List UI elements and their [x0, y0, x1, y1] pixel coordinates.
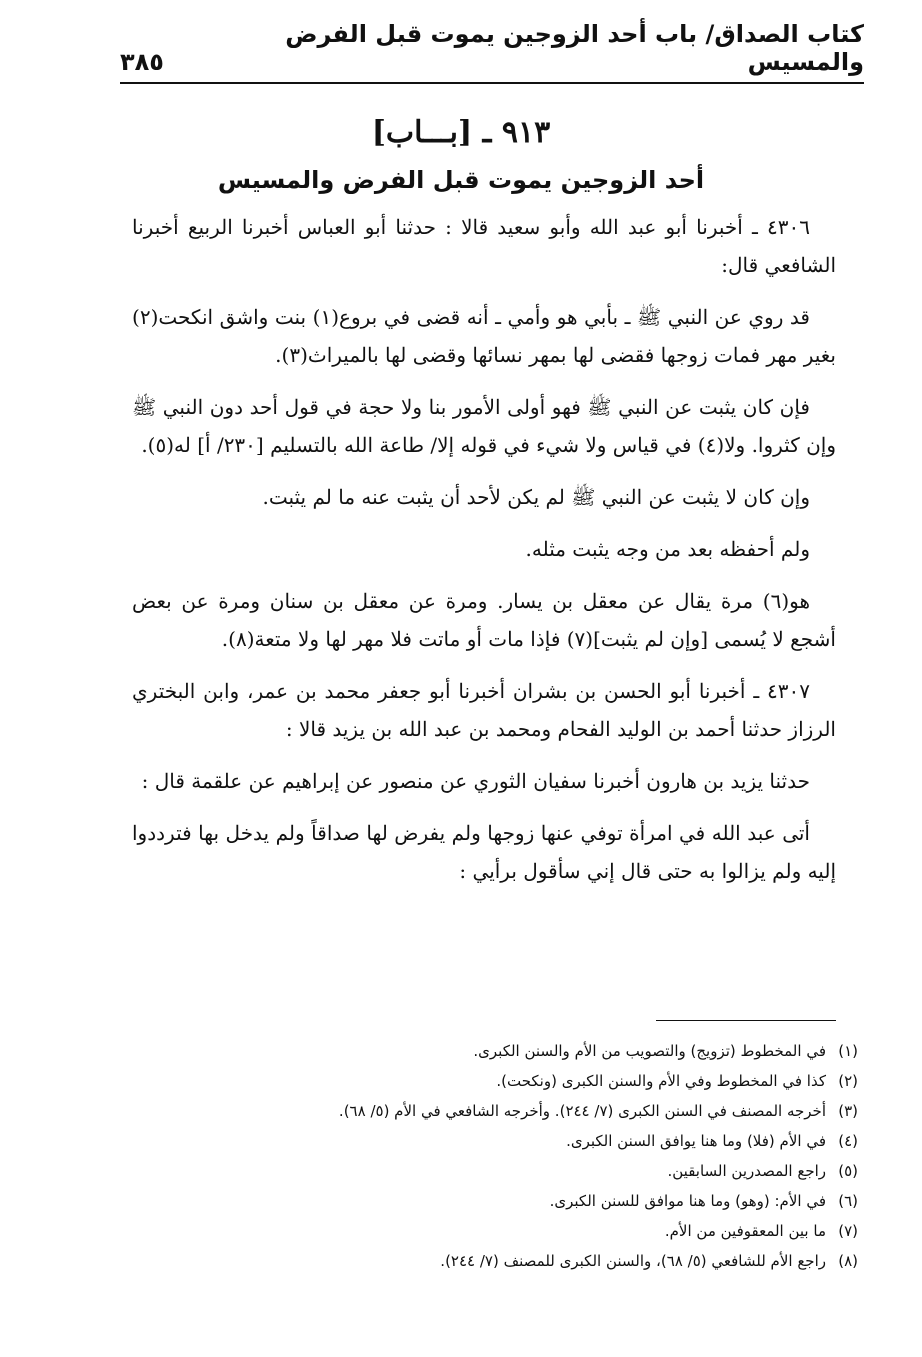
footnote-number: (٤)	[838, 1132, 858, 1150]
footnote-text: ما بين المعقوفين من الأم.	[664, 1222, 826, 1240]
main-text	[132, 208, 836, 904]
running-header	[120, 20, 864, 84]
paragraph-hadith-4307: ٤٣٠٧ ـ أخبرنا أبو الحسن بن بشران أخبرنا أبو جعفر محمد بن عمر، وابن البختري الرزاز حدثنا أحمد بن الوليد الفحام ومحمد بن عبد الله بن يزيد قالا :	[132, 679, 836, 741]
footnote-divider	[656, 1020, 836, 1021]
chapter-title: أحد الزوجين يموت قبل الفرض والمسيس	[217, 166, 705, 194]
footnote-text: راجع الأم للشافعي (٥/ ٦٨)، والسنن الكبرى للمصنف (٧/ ٢٤٤).	[440, 1252, 826, 1270]
paragraph-abdullah-case: أتى عبد الله في امرأة توفي عنها زوجها ولم يفرض لها صداقاً ولم يدخل بها فترددوا إليه ولم يزالوا به حتى قال إني سأقول برأيي :	[132, 821, 836, 883]
footnote-7	[132, 1216, 858, 1246]
paragraph-barwa-ruling: قد روي عن النبي ﷺ ـ بأبي هو وأمي ـ أنه قضى في بروع(١) بنت واشق انكحت(٢) بغير مهر فمات زوجها فقضى لها بمهر نسائها وقضى لها بالميراث(٣).	[132, 305, 836, 367]
footnote-text: أخرجه المصنف في السنن الكبرى (٧/ ٢٤٤). وأخرجه الشافعي في الأم (٥/ ٦٨).	[338, 1102, 826, 1120]
paragraph-if-not-proven: وإن كان لا يثبت عن النبي ﷺ لم يكن لأحد أن يثبت عنه ما لم يثبت.	[262, 485, 810, 509]
footnote-number: (٨)	[838, 1252, 858, 1270]
footnote-number: (٥)	[838, 1162, 858, 1180]
paragraph-not-memorized: ولم أحفظه بعد من وجه يثبت مثله.	[525, 537, 810, 561]
footnote-number: (٣)	[838, 1102, 858, 1120]
header-title: كتاب الصداق/ باب أحد الزوجين يموت قبل الفرض والمسيس	[285, 20, 864, 76]
footnote-4	[132, 1126, 858, 1156]
page-number: ٣٨٥	[120, 48, 164, 76]
footnote-5	[132, 1156, 858, 1186]
footnote-1	[132, 1036, 858, 1066]
paragraph-hadith-4306: ٤٣٠٦ ـ أخبرنا أبو عبد الله وأبو سعيد قالا : حدثنا أبو العباس أخبرنا الربيع أخبرنا الشافعي قال:	[132, 215, 836, 277]
footnote-text: في الأم: (وهو) وما هنا موافق للسنن الكبرى.	[549, 1192, 826, 1210]
paragraph-if-proven: فإن كان يثبت عن النبي ﷺ فهو أولى الأمور بنا ولا حجة في قول أحد دون النبي ﷺ وإن كثروا. ولا(٤) في قياس ولا شيء في قوله إلا/ طاعة الله بالتسليم [٢٣٠/ أ] له(٥).	[132, 395, 836, 457]
footnote-6	[132, 1186, 858, 1216]
footnote-number: (١)	[838, 1042, 858, 1060]
paragraph-isnad: حدثنا يزيد بن هارون أخبرنا سفيان الثوري عن منصور عن إبراهيم عن علقمة قال :	[141, 769, 810, 793]
footnote-text: كذا في المخطوط وفي الأم والسنن الكبرى (ونكحت).	[496, 1072, 826, 1090]
paragraph-narrators: هو(٦) مرة يقال عن معقل بن يسار. ومرة عن معقل بن سنان ومرة عن بعض أشجع لا يُسمى [وإن لم يثبت](٧) فإذا مات أو ماتت فلا مهر لها ولا متعة(٨).	[132, 589, 836, 651]
footnote-number: (٢)	[838, 1072, 858, 1090]
footnote-text: راجع المصدرين السابقين.	[667, 1162, 826, 1180]
footnotes	[132, 1036, 858, 1276]
footnote-text: في الأم (فلا) وما هنا يوافق السنن الكبرى.	[566, 1132, 826, 1150]
chapter-number: ٩١٣ ـ [بـــاب]	[371, 115, 551, 150]
footnote-3	[132, 1096, 858, 1126]
footnote-8	[132, 1246, 858, 1276]
footnote-number: (٧)	[838, 1222, 858, 1240]
footnote-text: في المخطوط (تزويج) والتصويب من الأم والسنن الكبرى.	[473, 1042, 826, 1060]
footnote-number: (٦)	[838, 1192, 858, 1210]
footnote-2	[132, 1066, 858, 1096]
